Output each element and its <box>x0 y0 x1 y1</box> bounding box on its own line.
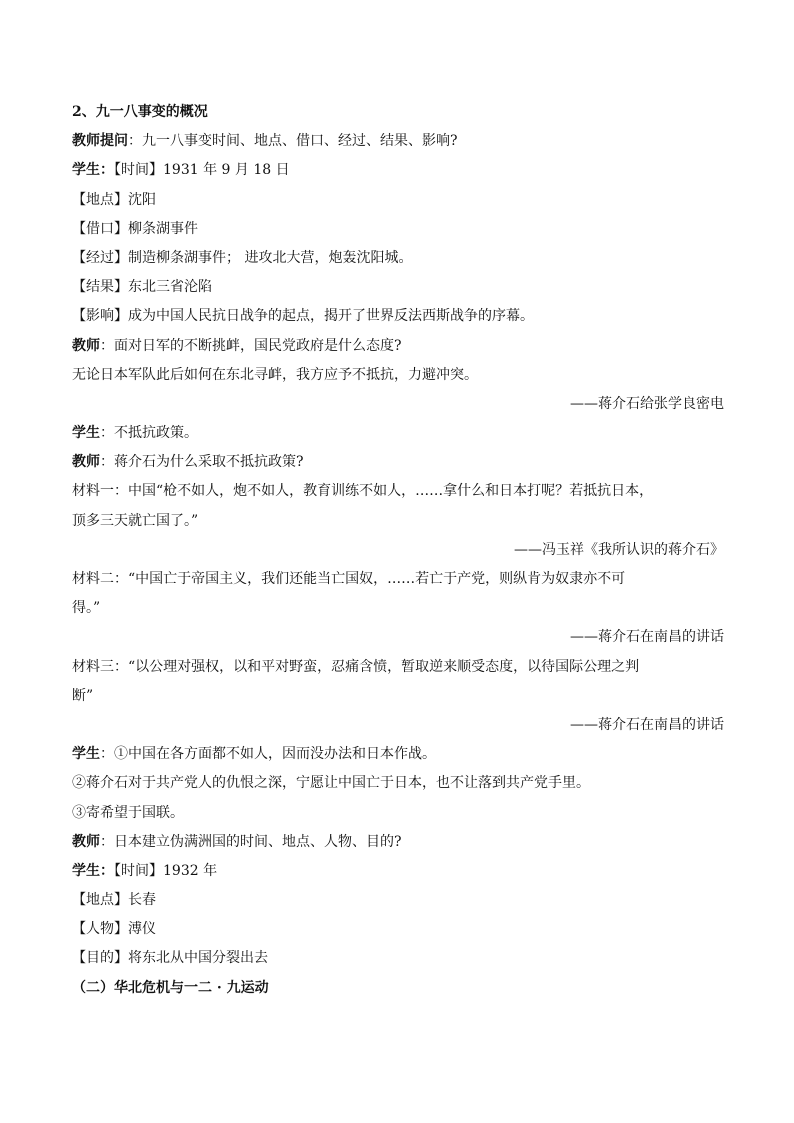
speaker-label: 学生： <box>72 162 114 179</box>
paragraph-line: 断” <box>72 687 94 704</box>
paragraph-line: 【人物】溥仪 <box>72 921 156 938</box>
source-text: ——冯玉祥《我所认识的蒋介石》 <box>514 541 724 558</box>
dialogue-line <box>72 127 724 156</box>
dialogue-text: ：蒋介石为什么采取不抵抗政策? <box>100 454 304 471</box>
dialogue-line <box>72 419 724 448</box>
quote-source <box>72 711 724 740</box>
paragraph-line: 材料三：“以公理对强权，以和平对野蛮，忍痛含愤，暂取逆来顺受态度，以待国际公理之判 <box>72 658 640 675</box>
paragraph-line: 【结果】东北三省沦陷 <box>72 279 212 296</box>
dialogue-line <box>72 740 724 769</box>
section-title: 2、九一八事变的概况 <box>72 104 208 120</box>
paragraph-line: 【影响】成为中国人民抗日战争的起点，揭开了世界反法西斯战争的序幕。 <box>72 308 534 325</box>
paragraph-line: 【借口】柳条湖事件 <box>72 220 198 237</box>
dialogue-text: ：九一八事变时间、地点、借口、经过、结果、影响? <box>128 133 458 150</box>
dialogue-line <box>72 332 724 361</box>
dialogue-text: ：不抵抗政策。 <box>100 425 198 442</box>
paragraph-line: 【地点】长春 <box>72 892 156 909</box>
speaker-label: 教师 <box>72 454 100 471</box>
speaker-label: 教师提问 <box>72 133 128 150</box>
subsection-heading: （二）华北危机与一二 · 九运动 <box>72 979 269 996</box>
paragraph-line: 材料一：中国“枪不如人，炮不如人，教育训练不如人，……拿什么和日本打呢？若抵抗日本， <box>72 483 654 500</box>
speaker-label: 学生 <box>72 425 100 442</box>
paragraph-line: ③寄希望于国联。 <box>72 804 184 821</box>
quote-source <box>72 623 724 652</box>
paragraph-line: 得。” <box>72 600 101 617</box>
paragraph-line: 无论日本军队此后如何在东北寻衅，我方应予不抵抗，力避冲突。 <box>72 366 478 383</box>
paragraph-line: 顶多三天就亡国了。” <box>72 512 199 529</box>
paragraph-line: 【地点】沈阳 <box>72 191 156 208</box>
dialogue-line <box>72 156 724 185</box>
source-text: ——蒋介石在南昌的讲话 <box>570 716 724 733</box>
source-text: ——蒋介石给张学良密电 <box>570 395 724 412</box>
document-page <box>72 98 724 1003</box>
speaker-label: 教师 <box>72 833 100 850</box>
dialogue-text: ：面对日军的不断挑衅，国民党政府是什么态度? <box>100 337 402 354</box>
dialogue-text: ：①中国在各方面都不如人，因而没办法和日本作战。 <box>100 746 436 763</box>
speaker-label: 教师 <box>72 337 100 354</box>
dialogue-text: 【时间】1932 年 <box>114 862 218 879</box>
paragraph-line: 【目的】将东北从中国分裂出去 <box>72 950 268 967</box>
source-text: ——蒋介石在南昌的讲话 <box>570 629 724 646</box>
dialogue-text: ：日本建立伪满洲国的时间、地点、人物、目的? <box>100 833 402 850</box>
document-body <box>72 127 724 1003</box>
paragraph-line: ②蒋介石对于共产党人的仇恨之深，宁愿让中国亡于日本，也不让落到共产党手里。 <box>72 775 590 792</box>
quote-source <box>72 536 724 565</box>
paragraph-line: 材料二：“中国亡于帝国主义，我们还能当亡国奴，……若亡于产党，则纵肯为奴隶亦不可 <box>72 571 626 587</box>
dialogue-line <box>72 857 724 886</box>
dialogue-line <box>72 828 724 857</box>
speaker-label: 学生： <box>72 862 114 879</box>
paragraph-line: 【经过】制造柳条湖事件； 进攻北大营，炮轰沈阳城。 <box>72 249 413 266</box>
dialogue-line <box>72 448 724 477</box>
quote-source <box>72 390 724 419</box>
speaker-label: 学生 <box>72 746 100 763</box>
dialogue-text: 【时间】1931 年 9 月 18 日 <box>114 162 290 179</box>
